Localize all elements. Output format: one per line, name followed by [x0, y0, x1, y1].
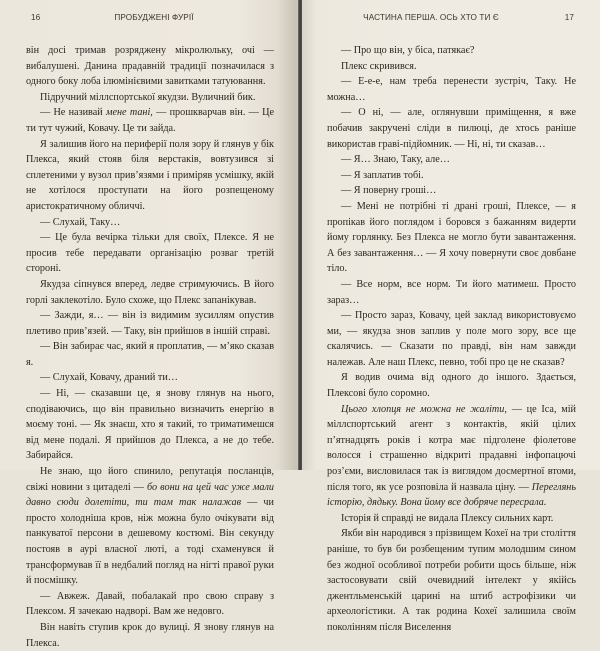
paragraph [26, 308, 274, 339]
text-run: Я залишив його на периферії поля зору й глянув у бік Плекса, який стояв біля верстаків, вовтузився зі сплетеними у вузол прив’язями і приміряв усмішку, якій не хотілося проступати на його розпещеному аристократичному обличчі. [26, 138, 274, 212]
italic-text: Цього хлопця не можна не жаліти [341, 403, 505, 415]
page-number: 16 [31, 13, 41, 22]
text-run: , — прошкварчав він. — Це ти тут чужий, Ковачу. Це ти зайда. [26, 107, 274, 134]
text-run: — Все норм, все норм. Ти його матимеш. Просто зараз… [327, 278, 576, 306]
paragraph [26, 386, 274, 464]
left-page [0, 0, 298, 649]
text-run: — Слухай, Ковачу, драний ти… [40, 372, 178, 384]
paragraph [26, 137, 274, 215]
paragraph [327, 152, 576, 168]
paragraph [26, 464, 274, 589]
text-run: Підручний міллспортської якудзи. Вуличний бик. [40, 91, 256, 103]
text-run: — Про що він, у біса, патякає? [341, 45, 475, 56]
paragraph [327, 59, 576, 75]
text-run: Плекс скривився. [341, 60, 417, 72]
text-run: Я водив очима від одного до іншого. Здається, Плексові було соромно. [327, 372, 576, 400]
text-run: — Я поверну гроші… [341, 185, 437, 197]
text-run: Якби він народився з прізвищем Кохеї на три століття раніше, то був би розбещеним тупим молодшим сином без жодної особливої потреби робити щось більше, ніж застосовувати свій очевидний інтелект у якійсь джентльменській царині на штиб астрофізики чи археологістики. А так родина Кохеї залишила своїм поколінням після Виселення [327, 528, 576, 633]
text-run: — Він забирає час, який я проплатив, — м’яко сказав я. [26, 341, 274, 368]
right-page [302, 0, 600, 633]
page-body [327, 43, 576, 636]
text-run: — Я… Знаю, Таку, але… [341, 154, 450, 166]
paragraph [327, 511, 576, 527]
text-run: , — це Іса, мій міллспортський агент з контактів, якій цілих п’ятнадцять років і котра має підголене фіолетове волосся і страшенно відкриті прадавні інфопацючі роз’єми, висловилася так із виглядом досмертної втоми, після того, як усе розповіла й назвала ціну. — [327, 403, 576, 493]
text-run: Якудза сіпнувся вперед, ледве стримуючись. В його горлі заклекотіло. Було схоже, що Плекс запанікував. [26, 278, 274, 306]
paragraph [327, 370, 576, 401]
paragraph [327, 168, 576, 184]
paragraph [26, 620, 274, 651]
italic-text: мене тані [105, 107, 151, 119]
italic-text: бо вони на цей час уже мали давно сюди долетіти, ти там так налажав [26, 481, 274, 509]
running-header: ЧАСТИНА ПЕРША. ОСЬ ХТО ТИ Є [363, 13, 499, 22]
paragraph [26, 90, 274, 106]
page-body [26, 43, 274, 651]
paragraph [327, 308, 576, 370]
paragraph [327, 277, 576, 308]
paragraph [327, 526, 576, 635]
paragraph [327, 105, 576, 152]
paragraph [327, 402, 576, 511]
paragraph [26, 230, 274, 277]
text-run: — О ні, — але, оглянувши приміщення, я вже побачив закручені сліди в пилюці, де хтось раніше використав граві-підйомник. — Ні, ні, ти сказав… [327, 107, 576, 150]
paragraph [327, 74, 576, 105]
running-header: ПРОБУДЖЕНІ ФУРІЇ [114, 13, 194, 22]
paragraph [26, 105, 274, 136]
text-run: — Зажди, я… — він із видимим зусиллям опустив плетиво прив’язей. — Таку, він прийшов в іншій справі. [26, 310, 274, 337]
paragraph [26, 43, 274, 90]
text-run: — Просто зараз, Ковачу, цей заклад використовуємо ми, — якудза знов заплив у поле мого зору, все ще скалячись. — Сказати по правді, він нам завжди належав. Але наш Плекс, певно, тобі про це не сказав? [327, 310, 576, 368]
paragraph [26, 370, 274, 386]
text-run: — Ні, — сказавши це, я знову глянув на нього, сподіваючись, що він правильно визначить енергію в моєму тоні. — Як знаєш, хто я такий, то триматимешся від мене подалі. Я прийшов до Плекса, а не до тебе. Забирайся. [26, 388, 274, 462]
text-run: — Мені не потрібні ті драні гроші, Плексе, — я пропікав його поглядом і боровся з бажанням видерти йому горлянку. Без Плекса не могло бути завантаження. А без завантаження… — Я хочу повернути своє довбане тіло. [327, 200, 576, 275]
paragraph [26, 277, 274, 308]
text-run: — чи просто холодніша кров, ніж можна було очікувати від панкуватої персони в дешевому костюмі. Він секунду постояв в аурі власної люті, а тоді схаменувся й трансформував її в недбалий погляд на нігті правої руки й посмішку. [26, 497, 274, 587]
text-run: Історія й справді не видала Плексу сильних карт. [341, 512, 554, 524]
italic-text: Переглянь історію, дядьку. Вона йому все добряче пересрала. [327, 481, 576, 509]
text-run: Не знаю, що його спинило, репутація посланців, свіжі новини з цитаделі — [26, 466, 274, 493]
text-run: — Це була вечірка тільки для своїх, Плексе. Я не просив тебе передавати організацію розваг третій стороні. [26, 232, 274, 275]
paragraph [327, 183, 576, 199]
text-run: — Я заплатив тобі. [341, 169, 424, 181]
page-number: 17 [564, 13, 574, 22]
text-run: — Слухай, Таку… [40, 216, 121, 228]
text-run: — Авжеж. Давай, побалакай про свою справу з Плексом. Я зачекаю надворі. Вам же недовго. [26, 590, 274, 618]
text-run: він досі тримав розряджену мікролюльку, очі — вибалушені. Данина прадавній традиції позначилася з одного боку лоба ілюмінієвими завитками татуювання. [26, 45, 274, 88]
text-run: — Е-е-е, нам треба перенести зустріч, Таку. Не можна… [327, 76, 576, 103]
paragraph [26, 215, 274, 231]
paragraph [26, 339, 274, 370]
paragraph [327, 43, 576, 59]
text-run: Він навіть ступив крок до вулиці. Я знову глянув на Плекса. [26, 621, 274, 649]
paragraph [26, 589, 274, 620]
text-run: — Не називай [40, 107, 106, 119]
paragraph [327, 199, 576, 277]
